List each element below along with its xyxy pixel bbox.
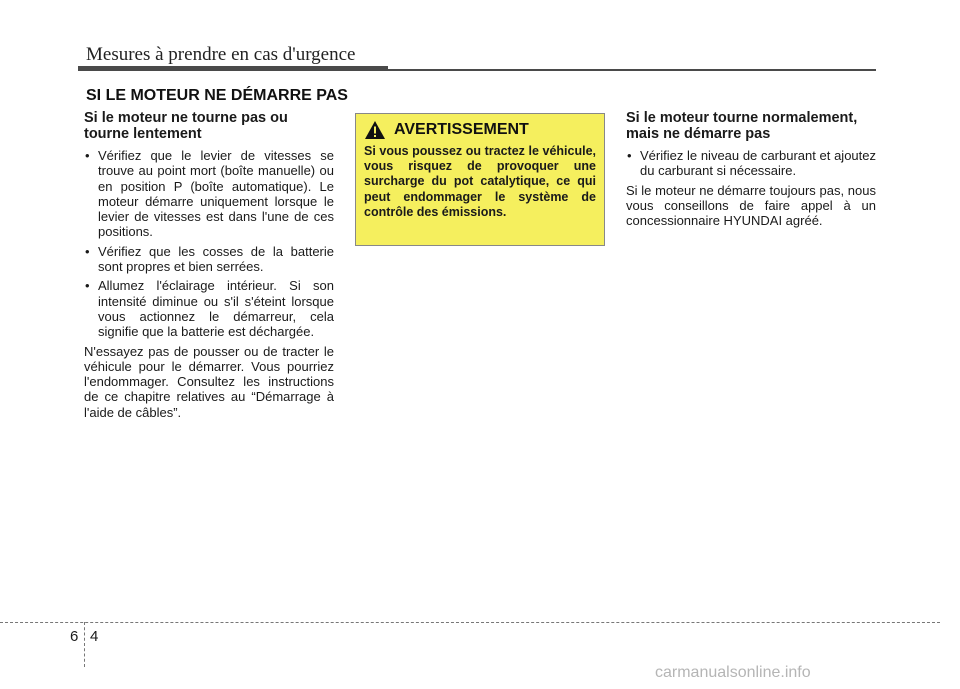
header-bar bbox=[78, 66, 388, 71]
right-column bbox=[626, 110, 876, 228]
warning-header bbox=[364, 120, 596, 140]
warning-text: Si vous poussez ou tractez le véhicule, vous risquez de provoquer une surcharge du pot catalytique, ce qui peut endommager le système de contrôle des émissions. bbox=[364, 144, 596, 219]
warning-title: AVERTISSEMENT bbox=[394, 121, 529, 138]
footer-vertical-divider bbox=[84, 622, 85, 667]
section-title: SI LE MOTEUR NE DÉMARRE PAS bbox=[86, 87, 348, 104]
right-bullet-list bbox=[626, 148, 876, 179]
list-item: • Vérifiez que le levier de vitesses se trouve au point mort (boîte manuelle) ou en position P (boîte automatique). Le moteur démarre uniquement lorsque le levier de vitesses est dans l'une de ces positions. bbox=[84, 148, 334, 240]
right-heading: Si le moteur tourne normalement, mais ne démarre pas bbox=[626, 110, 858, 142]
list-item: • Vérifiez le niveau de carburant et ajoutez du carburant si nécessaire. bbox=[626, 148, 876, 179]
left-heading: Si le moteur ne tourne pas ou tourne lentement bbox=[84, 110, 288, 142]
list-item: • Allumez l'éclairage intérieur. Si son intensité diminue ou s'il s'éteint lorsque vous actionnez le démarreur, cela signifie que la batterie est déchargée. bbox=[84, 278, 334, 339]
list-item: • Vérifiez que les cosses de la batterie sont propres et bien serrées. bbox=[84, 244, 334, 275]
warning-box bbox=[355, 113, 605, 246]
page-header-title: Mesures à prendre en cas d'urgence bbox=[86, 44, 356, 65]
right-paragraph: Si le moteur ne démarre toujours pas, nous vous conseillons de faire appel à un concessionnaire HYUNDAI agréé. bbox=[626, 182, 876, 229]
left-bullet-list bbox=[84, 148, 334, 340]
watermark: carmanualsonline.info bbox=[655, 664, 811, 681]
left-paragraph: N'essayez pas de pousser ou de tracter le véhicule pour le démarrer. Vous pourriez l'endommager. Consultez les instructions de ce chapitre relatives au “Démarrage à l'aide de câbles”. bbox=[84, 343, 334, 420]
page-number: 4 bbox=[90, 628, 99, 645]
warning-triangle-icon bbox=[364, 120, 386, 140]
chapter-number: 6 bbox=[70, 628, 79, 645]
footer-divider bbox=[0, 622, 940, 623]
header-rule bbox=[388, 69, 876, 71]
left-column bbox=[84, 110, 334, 420]
